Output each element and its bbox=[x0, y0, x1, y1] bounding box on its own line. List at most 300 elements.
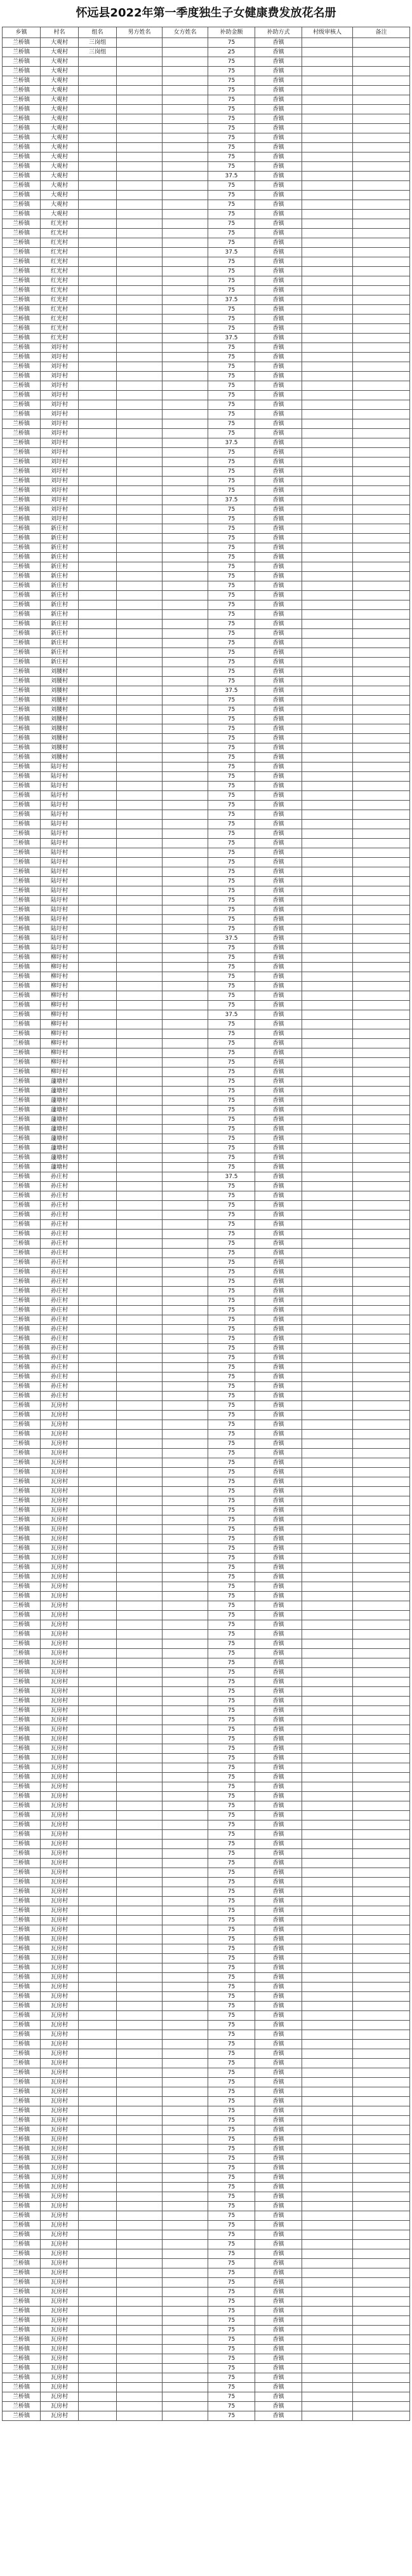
cell-group bbox=[79, 1144, 117, 1153]
cell-group bbox=[79, 1430, 117, 1439]
cell-subsidy-amount: 75 bbox=[208, 886, 255, 896]
table-row bbox=[3, 591, 410, 600]
table-row bbox=[3, 1392, 410, 1401]
table-row bbox=[3, 1658, 410, 1668]
cell-subsidy-amount: 75 bbox=[208, 2411, 255, 2421]
table-row bbox=[3, 1668, 410, 1678]
table-row bbox=[3, 1401, 410, 1411]
cell-husband-name bbox=[117, 991, 163, 1001]
table-row bbox=[3, 1077, 410, 1087]
cell-remarks bbox=[353, 1973, 410, 1983]
cell-husband-name bbox=[117, 1706, 163, 1716]
cell-township: 兰桥镇 bbox=[3, 1296, 41, 1306]
cell-group bbox=[79, 1306, 117, 1315]
cell-village-reviewer bbox=[302, 1344, 353, 1353]
cell-subsidy-amount: 75 bbox=[208, 2040, 255, 2049]
cell-subsidy-amount: 75 bbox=[208, 1077, 255, 1087]
cell-subsidy-method: 香镇 bbox=[255, 1754, 302, 1763]
table-row bbox=[3, 57, 410, 67]
header-township: 乡镇 bbox=[3, 27, 41, 38]
cell-township: 兰桥镇 bbox=[3, 1811, 41, 1820]
cell-village-reviewer bbox=[302, 1477, 353, 1487]
cell-township: 兰桥镇 bbox=[3, 1106, 41, 1115]
cell-subsidy-method: 香镇 bbox=[255, 448, 302, 458]
cell-subsidy-amount: 75 bbox=[208, 1439, 255, 1449]
cell-village-reviewer bbox=[302, 791, 353, 801]
cell-remarks bbox=[353, 2030, 410, 2040]
cell-group bbox=[79, 1058, 117, 1068]
cell-village-reviewer bbox=[302, 1334, 353, 1344]
cell-subsidy-method: 香镇 bbox=[255, 562, 302, 572]
cell-village-reviewer bbox=[302, 1115, 353, 1125]
cell-subsidy-amount: 75 bbox=[208, 1792, 255, 1801]
cell-remarks bbox=[353, 839, 410, 848]
cell-township: 兰桥镇 bbox=[3, 257, 41, 267]
cell-husband-name bbox=[117, 667, 163, 677]
cell-village: 大观村 bbox=[41, 57, 79, 67]
cell-wife-name bbox=[163, 1916, 208, 1925]
cell-subsidy-amount: 75 bbox=[208, 944, 255, 953]
cell-wife-name bbox=[163, 1287, 208, 1296]
table-row bbox=[3, 1763, 410, 1773]
cell-husband-name bbox=[117, 1468, 163, 1477]
cell-township: 兰桥镇 bbox=[3, 1458, 41, 1468]
cell-husband-name bbox=[117, 1325, 163, 1334]
cell-remarks bbox=[353, 1411, 410, 1420]
table-row bbox=[3, 1811, 410, 1820]
cell-remarks bbox=[353, 2364, 410, 2373]
cell-village: 孙庄村 bbox=[41, 1344, 79, 1353]
cell-wife-name bbox=[163, 57, 208, 67]
cell-remarks bbox=[353, 2106, 410, 2116]
cell-group bbox=[79, 153, 117, 162]
cell-group bbox=[79, 133, 117, 143]
cell-husband-name bbox=[117, 1239, 163, 1249]
cell-township: 兰桥镇 bbox=[3, 1773, 41, 1782]
cell-remarks bbox=[353, 1020, 410, 1029]
cell-wife-name bbox=[163, 172, 208, 181]
cell-village: 柳圩村 bbox=[41, 1020, 79, 1029]
cell-group bbox=[79, 1763, 117, 1773]
cell-township: 兰桥镇 bbox=[3, 1925, 41, 1935]
cell-township: 兰桥镇 bbox=[3, 2097, 41, 2106]
cell-village: 蘧塘村 bbox=[41, 1106, 79, 1115]
cell-subsidy-amount: 75 bbox=[208, 1430, 255, 1439]
cell-township: 兰桥镇 bbox=[3, 1430, 41, 1439]
cell-village-reviewer bbox=[302, 477, 353, 486]
cell-husband-name bbox=[117, 944, 163, 953]
cell-subsidy-amount: 75 bbox=[208, 515, 255, 524]
cell-wife-name bbox=[163, 1344, 208, 1353]
cell-subsidy-amount: 75 bbox=[208, 1735, 255, 1744]
cell-husband-name bbox=[117, 95, 163, 105]
cell-husband-name bbox=[117, 915, 163, 925]
cell-remarks bbox=[353, 1678, 410, 1687]
cell-husband-name bbox=[117, 1697, 163, 1706]
table-row bbox=[3, 1887, 410, 1897]
cell-remarks bbox=[353, 2288, 410, 2297]
cell-remarks bbox=[353, 1811, 410, 1820]
cell-village-reviewer bbox=[302, 410, 353, 419]
cell-subsidy-method: 香镇 bbox=[255, 1820, 302, 1830]
cell-village: 红光村 bbox=[41, 295, 79, 305]
cell-subsidy-method: 香镇 bbox=[255, 1153, 302, 1163]
cell-remarks bbox=[353, 2021, 410, 2030]
cell-wife-name bbox=[163, 848, 208, 858]
cell-group bbox=[79, 972, 117, 982]
cell-village-reviewer bbox=[302, 2154, 353, 2164]
cell-remarks bbox=[353, 1859, 410, 1868]
cell-husband-name bbox=[117, 734, 163, 743]
cell-husband-name bbox=[117, 1134, 163, 1144]
cell-township: 兰桥镇 bbox=[3, 343, 41, 353]
cell-group bbox=[79, 2135, 117, 2145]
cell-village-reviewer bbox=[302, 2211, 353, 2221]
cell-village-reviewer bbox=[302, 1706, 353, 1716]
cell-village-reviewer bbox=[302, 1487, 353, 1496]
cell-husband-name bbox=[117, 438, 163, 448]
cell-village-reviewer bbox=[302, 1878, 353, 1887]
cell-village: 瓦房村 bbox=[41, 2145, 79, 2154]
cell-village: 大观村 bbox=[41, 210, 79, 219]
cell-remarks bbox=[353, 2392, 410, 2402]
cell-subsidy-method: 香镇 bbox=[255, 877, 302, 886]
cell-wife-name bbox=[163, 438, 208, 448]
cell-village: 瓦房村 bbox=[41, 1544, 79, 1554]
cell-husband-name bbox=[117, 48, 163, 57]
cell-husband-name bbox=[117, 562, 163, 572]
cell-subsidy-method: 香镇 bbox=[255, 1353, 302, 1363]
cell-remarks bbox=[353, 1897, 410, 1906]
table-row bbox=[3, 133, 410, 143]
cell-husband-name bbox=[117, 1954, 163, 1963]
cell-township: 兰桥镇 bbox=[3, 2316, 41, 2326]
cell-township: 兰桥镇 bbox=[3, 686, 41, 696]
cell-remarks bbox=[353, 1010, 410, 1020]
cell-village: 刘腰村 bbox=[41, 743, 79, 753]
cell-wife-name bbox=[163, 2116, 208, 2125]
cell-subsidy-amount: 75 bbox=[208, 1658, 255, 1668]
cell-husband-name bbox=[117, 639, 163, 648]
cell-group bbox=[79, 1325, 117, 1334]
cell-remarks bbox=[353, 448, 410, 458]
cell-subsidy-amount: 75 bbox=[208, 1763, 255, 1773]
cell-wife-name bbox=[163, 162, 208, 172]
cell-township: 兰桥镇 bbox=[3, 2364, 41, 2373]
table-row bbox=[3, 1039, 410, 1048]
cell-group bbox=[79, 1163, 117, 1172]
cell-subsidy-method: 香镇 bbox=[255, 2383, 302, 2392]
cell-husband-name bbox=[117, 2249, 163, 2259]
cell-group bbox=[79, 915, 117, 925]
cell-husband-name bbox=[117, 1906, 163, 1916]
cell-village-reviewer bbox=[302, 2307, 353, 2316]
cell-village: 瓦房村 bbox=[41, 2249, 79, 2259]
cell-village: 孙庄村 bbox=[41, 1258, 79, 1268]
cell-wife-name bbox=[163, 1496, 208, 1506]
cell-village: 陆圩村 bbox=[41, 944, 79, 953]
cell-husband-name bbox=[117, 1439, 163, 1449]
cell-village-reviewer bbox=[302, 324, 353, 334]
cell-wife-name bbox=[163, 2078, 208, 2087]
table-row bbox=[3, 1868, 410, 1878]
cell-remarks bbox=[353, 2383, 410, 2392]
cell-subsidy-amount: 75 bbox=[208, 1087, 255, 1096]
cell-wife-name bbox=[163, 1048, 208, 1058]
table-row bbox=[3, 925, 410, 934]
table-row bbox=[3, 410, 410, 419]
cell-subsidy-method: 香镇 bbox=[255, 467, 302, 477]
cell-subsidy-method: 香镇 bbox=[255, 1963, 302, 1973]
cell-group bbox=[79, 2345, 117, 2354]
cell-husband-name bbox=[117, 753, 163, 763]
cell-subsidy-method: 香镇 bbox=[255, 305, 302, 315]
cell-husband-name bbox=[117, 2335, 163, 2345]
cell-village-reviewer bbox=[302, 1296, 353, 1306]
table-row bbox=[3, 1325, 410, 1334]
cell-village: 刘圩村 bbox=[41, 467, 79, 477]
cell-remarks bbox=[353, 1287, 410, 1296]
cell-wife-name bbox=[163, 2192, 208, 2202]
cell-township: 兰桥镇 bbox=[3, 1096, 41, 1106]
cell-remarks bbox=[353, 486, 410, 496]
cell-remarks bbox=[353, 1477, 410, 1487]
cell-township: 兰桥镇 bbox=[3, 2021, 41, 2030]
cell-township: 兰桥镇 bbox=[3, 1687, 41, 1697]
cell-township: 兰桥镇 bbox=[3, 572, 41, 581]
cell-village-reviewer bbox=[302, 1897, 353, 1906]
cell-remarks bbox=[353, 105, 410, 114]
cell-village-reviewer bbox=[302, 1172, 353, 1182]
cell-subsidy-amount: 75 bbox=[208, 581, 255, 591]
cell-husband-name bbox=[117, 1172, 163, 1182]
cell-village: 陆圩村 bbox=[41, 839, 79, 848]
cell-husband-name bbox=[117, 486, 163, 496]
cell-remarks bbox=[353, 305, 410, 315]
cell-township: 兰桥镇 bbox=[3, 124, 41, 133]
cell-group bbox=[79, 543, 117, 553]
cell-subsidy-amount: 37.5 bbox=[208, 496, 255, 505]
cell-wife-name bbox=[163, 915, 208, 925]
table-row bbox=[3, 1373, 410, 1382]
cell-subsidy-amount: 75 bbox=[208, 1230, 255, 1239]
cell-husband-name bbox=[117, 1230, 163, 1239]
cell-group bbox=[79, 1277, 117, 1287]
cell-township: 兰桥镇 bbox=[3, 2059, 41, 2068]
cell-subsidy-method: 香镇 bbox=[255, 238, 302, 248]
table-row bbox=[3, 991, 410, 1001]
table-row bbox=[3, 1430, 410, 1439]
cell-village: 瓦房村 bbox=[41, 1830, 79, 1840]
cell-group bbox=[79, 210, 117, 219]
cell-husband-name bbox=[117, 305, 163, 315]
cell-subsidy-amount: 75 bbox=[208, 467, 255, 477]
cell-group bbox=[79, 1935, 117, 1944]
cell-subsidy-amount: 75 bbox=[208, 1697, 255, 1706]
cell-township: 兰桥镇 bbox=[3, 429, 41, 438]
cell-village: 新庄村 bbox=[41, 600, 79, 610]
cell-village: 瓦房村 bbox=[41, 2297, 79, 2307]
cell-group bbox=[79, 1268, 117, 1277]
cell-village-reviewer bbox=[302, 1630, 353, 1639]
cell-subsidy-method: 香镇 bbox=[255, 1163, 302, 1172]
header-village-reviewer: 村级审核人 bbox=[302, 27, 353, 38]
cell-remarks bbox=[353, 1878, 410, 1887]
cell-subsidy-method: 香镇 bbox=[255, 1468, 302, 1477]
cell-subsidy-method: 香镇 bbox=[255, 1182, 302, 1191]
cell-remarks bbox=[353, 686, 410, 696]
cell-subsidy-method: 香镇 bbox=[255, 1458, 302, 1468]
table-row bbox=[3, 2154, 410, 2164]
cell-township: 兰桥镇 bbox=[3, 1010, 41, 1020]
table-row bbox=[3, 1249, 410, 1258]
cell-subsidy-method: 香镇 bbox=[255, 1849, 302, 1859]
cell-husband-name bbox=[117, 276, 163, 286]
cell-group bbox=[79, 2011, 117, 2021]
cell-subsidy-amount: 75 bbox=[208, 133, 255, 143]
cell-village: 瓦房村 bbox=[41, 1668, 79, 1678]
cell-village-reviewer bbox=[302, 944, 353, 953]
cell-subsidy-amount: 75 bbox=[208, 1153, 255, 1163]
cell-village-reviewer bbox=[302, 1925, 353, 1935]
cell-subsidy-method: 香镇 bbox=[255, 2106, 302, 2116]
cell-group bbox=[79, 334, 117, 343]
cell-wife-name bbox=[163, 429, 208, 438]
cell-village: 刘腰村 bbox=[41, 734, 79, 743]
cell-village: 孙庄村 bbox=[41, 1201, 79, 1210]
cell-village-reviewer bbox=[302, 1935, 353, 1944]
table-row bbox=[3, 2221, 410, 2230]
cell-village: 瓦房村 bbox=[41, 2373, 79, 2383]
cell-township: 兰桥镇 bbox=[3, 1020, 41, 1029]
cell-wife-name bbox=[163, 1144, 208, 1153]
cell-village-reviewer bbox=[302, 1992, 353, 2002]
cell-village: 陆圩村 bbox=[41, 925, 79, 934]
cell-township: 兰桥镇 bbox=[3, 1782, 41, 1792]
cell-husband-name bbox=[117, 1820, 163, 1830]
cell-wife-name bbox=[163, 1554, 208, 1563]
cell-remarks bbox=[353, 219, 410, 229]
cell-husband-name bbox=[117, 57, 163, 67]
cell-village-reviewer bbox=[302, 400, 353, 410]
cell-village: 大观村 bbox=[41, 153, 79, 162]
cell-subsidy-amount: 37.5 bbox=[208, 172, 255, 181]
cell-wife-name bbox=[163, 1268, 208, 1277]
cell-subsidy-method: 香镇 bbox=[255, 1210, 302, 1220]
cell-village-reviewer bbox=[302, 2297, 353, 2307]
cell-subsidy-amount: 75 bbox=[208, 448, 255, 458]
cell-wife-name bbox=[163, 1087, 208, 1096]
cell-township: 兰桥镇 bbox=[3, 1182, 41, 1191]
cell-husband-name bbox=[117, 2002, 163, 2011]
cell-remarks bbox=[353, 1935, 410, 1944]
cell-village: 大观村 bbox=[41, 143, 79, 153]
cell-village-reviewer bbox=[302, 1639, 353, 1649]
cell-husband-name bbox=[117, 1487, 163, 1496]
cell-wife-name bbox=[163, 2288, 208, 2297]
cell-wife-name bbox=[163, 2173, 208, 2183]
cell-township: 兰桥镇 bbox=[3, 505, 41, 515]
cell-remarks bbox=[353, 524, 410, 534]
cell-wife-name bbox=[163, 458, 208, 467]
cell-subsidy-amount: 75 bbox=[208, 1058, 255, 1068]
cell-township: 兰桥镇 bbox=[3, 1210, 41, 1220]
cell-husband-name bbox=[117, 1630, 163, 1639]
table-row bbox=[3, 324, 410, 334]
cell-remarks bbox=[353, 658, 410, 667]
cell-village-reviewer bbox=[302, 1954, 353, 1963]
cell-husband-name bbox=[117, 67, 163, 76]
table-row bbox=[3, 353, 410, 362]
cell-subsidy-method: 香镇 bbox=[255, 2411, 302, 2421]
cell-husband-name bbox=[117, 2202, 163, 2211]
cell-subsidy-method: 香镇 bbox=[255, 86, 302, 95]
table-row bbox=[3, 1878, 410, 1887]
cell-township: 兰桥镇 bbox=[3, 1706, 41, 1716]
cell-wife-name bbox=[163, 1944, 208, 1954]
cell-husband-name bbox=[117, 1201, 163, 1210]
cell-subsidy-amount: 75 bbox=[208, 810, 255, 820]
cell-husband-name bbox=[117, 600, 163, 610]
cell-group bbox=[79, 2268, 117, 2278]
cell-remarks bbox=[353, 2011, 410, 2021]
cell-village-reviewer bbox=[302, 1287, 353, 1296]
cell-subsidy-method: 香镇 bbox=[255, 133, 302, 143]
cell-remarks bbox=[353, 515, 410, 524]
cell-subsidy-amount: 75 bbox=[208, 114, 255, 124]
cell-subsidy-method: 香镇 bbox=[255, 1687, 302, 1697]
cell-subsidy-method: 香镇 bbox=[255, 1439, 302, 1449]
table-row bbox=[3, 810, 410, 820]
cell-husband-name bbox=[117, 2297, 163, 2307]
cell-subsidy-method: 香镇 bbox=[255, 1201, 302, 1210]
cell-wife-name bbox=[163, 581, 208, 591]
cell-subsidy-amount: 75 bbox=[208, 1878, 255, 1887]
cell-remarks bbox=[353, 2211, 410, 2221]
cell-subsidy-method: 香镇 bbox=[255, 667, 302, 677]
cell-village: 瓦房村 bbox=[41, 1515, 79, 1525]
cell-wife-name bbox=[163, 153, 208, 162]
table-row bbox=[3, 2383, 410, 2392]
cell-husband-name bbox=[117, 2059, 163, 2068]
cell-husband-name bbox=[117, 1287, 163, 1296]
table-row bbox=[3, 1611, 410, 1620]
cell-village: 瓦房村 bbox=[41, 1611, 79, 1620]
cell-group bbox=[79, 315, 117, 324]
cell-village: 瓦房村 bbox=[41, 1859, 79, 1868]
cell-village-reviewer bbox=[302, 1573, 353, 1582]
cell-subsidy-amount: 75 bbox=[208, 181, 255, 191]
cell-subsidy-method: 香镇 bbox=[255, 1697, 302, 1706]
cell-wife-name bbox=[163, 753, 208, 763]
cell-remarks bbox=[353, 1144, 410, 1153]
cell-township: 兰桥镇 bbox=[3, 1496, 41, 1506]
cell-group bbox=[79, 1001, 117, 1010]
cell-remarks bbox=[353, 944, 410, 953]
cell-wife-name bbox=[163, 1334, 208, 1344]
cell-subsidy-amount: 75 bbox=[208, 1134, 255, 1144]
cell-subsidy-method: 香镇 bbox=[255, 1706, 302, 1716]
cell-subsidy-method: 香镇 bbox=[255, 705, 302, 715]
cell-remarks bbox=[353, 1725, 410, 1735]
cell-wife-name bbox=[163, 2164, 208, 2173]
cell-wife-name bbox=[163, 200, 208, 210]
cell-township: 兰桥镇 bbox=[3, 86, 41, 95]
cell-wife-name bbox=[163, 858, 208, 867]
cell-group bbox=[79, 2354, 117, 2364]
cell-husband-name bbox=[117, 2268, 163, 2278]
cell-subsidy-method: 香镇 bbox=[255, 477, 302, 486]
